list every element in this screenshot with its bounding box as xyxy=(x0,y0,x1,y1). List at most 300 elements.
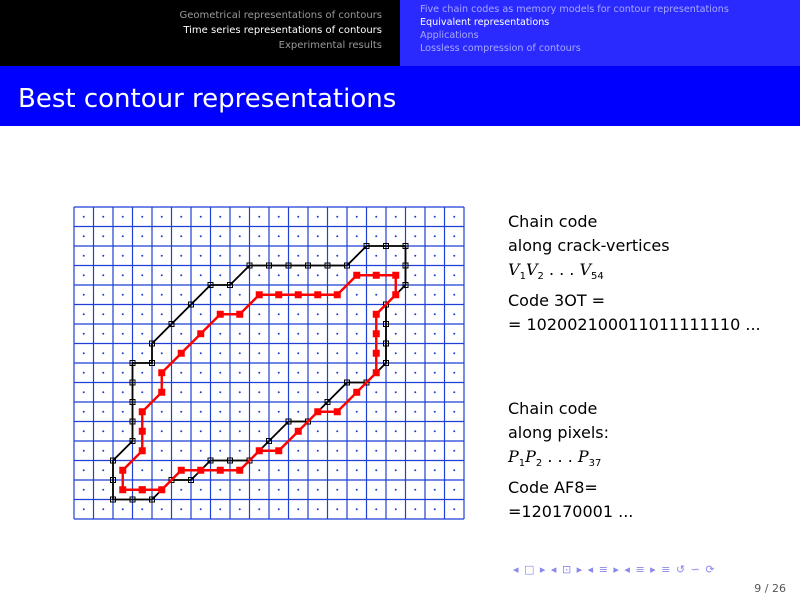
pixel-dot xyxy=(83,352,85,354)
pixel-dot xyxy=(317,352,319,354)
pixel-code-value: =120170001 ... xyxy=(508,502,634,522)
pixel-dot xyxy=(317,216,319,218)
crack-code-value: = 102002100011011111110 ... xyxy=(508,315,761,335)
pixel-dot xyxy=(375,508,377,510)
pixel-dot xyxy=(395,235,397,237)
pixel-dot xyxy=(102,313,104,315)
pixel-dot xyxy=(219,294,221,296)
pixel-dot xyxy=(395,508,397,510)
pixel-dot xyxy=(317,489,319,491)
pixel-dot xyxy=(317,313,319,315)
pixel-dot xyxy=(336,489,338,491)
pixel-dot xyxy=(161,274,163,276)
pixel-dot xyxy=(297,333,299,335)
pixel-dot xyxy=(356,313,358,315)
pixel-dot xyxy=(219,255,221,257)
pixel-dot xyxy=(239,430,241,432)
nav-subsection-equivalent[interactable]: Equivalent representations xyxy=(420,17,550,28)
pixel-dot xyxy=(278,391,280,393)
pixel-dot xyxy=(141,469,143,471)
pixel-dot xyxy=(278,372,280,374)
pixel-dot xyxy=(278,235,280,237)
pixel-dot xyxy=(356,372,358,374)
pixel-dot xyxy=(395,430,397,432)
pixel-dot xyxy=(102,216,104,218)
pixel-dot xyxy=(200,352,202,354)
pixel-dot xyxy=(278,352,280,354)
pixel-contour-marker xyxy=(119,467,126,474)
pixel-dot xyxy=(395,411,397,413)
pixel-dot xyxy=(141,313,143,315)
pixel-dot xyxy=(122,508,124,510)
pixel-dot xyxy=(258,489,260,491)
pixel-dot xyxy=(180,216,182,218)
pixel-dot xyxy=(434,333,436,335)
pixel-dot xyxy=(161,216,163,218)
pixel-dot xyxy=(83,333,85,335)
pixel-dot xyxy=(200,391,202,393)
pixel-dot xyxy=(317,391,319,393)
pixel-dot xyxy=(102,391,104,393)
pixel-dot xyxy=(453,255,455,257)
pixel-contour-marker xyxy=(178,467,185,474)
pixel-contour-marker xyxy=(373,311,380,318)
pixel-contour-marker xyxy=(295,428,302,435)
pixel-dot xyxy=(219,352,221,354)
page-number: 9 / 26 xyxy=(754,582,786,595)
pixel-dot xyxy=(434,313,436,315)
pixel-dot xyxy=(336,430,338,432)
pixel-contour-marker xyxy=(275,447,282,454)
nav-section-geometrical[interactable]: Geometrical representations of contours xyxy=(179,10,382,21)
pixel-dot xyxy=(83,313,85,315)
pixel-dot xyxy=(239,411,241,413)
pixel-dot xyxy=(102,450,104,452)
pixel-dot xyxy=(219,235,221,237)
nav-section-experimental[interactable]: Experimental results xyxy=(278,40,382,51)
pixel-dot xyxy=(375,411,377,413)
pixel-dot xyxy=(395,450,397,452)
pixel-dot xyxy=(453,274,455,276)
pixel-dot xyxy=(200,216,202,218)
pixel-dot xyxy=(336,469,338,471)
pixel-dot xyxy=(297,352,299,354)
pixel-dot xyxy=(375,430,377,432)
pixel-dot xyxy=(278,333,280,335)
pixel-dot xyxy=(141,352,143,354)
pixel-dot xyxy=(453,391,455,393)
pixel-dot xyxy=(161,508,163,510)
pixel-dot xyxy=(414,411,416,413)
pixel-contour-marker xyxy=(353,389,360,396)
pixel-dot xyxy=(180,372,182,374)
pixel-dot xyxy=(278,216,280,218)
pixel-contour-marker xyxy=(217,311,224,318)
pixel-dot xyxy=(200,235,202,237)
pixel-dot xyxy=(258,469,260,471)
pixel-dot xyxy=(317,333,319,335)
pixel-dot xyxy=(375,216,377,218)
pixel-code-block xyxy=(508,397,633,524)
frame-title: Best contour representations xyxy=(18,84,397,114)
pixel-dot xyxy=(161,430,163,432)
pixel-contour-marker xyxy=(392,291,399,298)
pixel-dot xyxy=(317,469,319,471)
pixel-dot xyxy=(239,508,241,510)
pixel-contour-marker xyxy=(373,330,380,337)
pixel-dot xyxy=(219,216,221,218)
pixel-dot xyxy=(258,333,260,335)
pixel-dot xyxy=(434,372,436,374)
pixel-dot xyxy=(102,352,104,354)
pixel-dot xyxy=(453,489,455,491)
pixel-line-2: along pixels: xyxy=(508,423,610,442)
pixel-dot xyxy=(336,274,338,276)
crack-vertex-sequence: $V_1V_2$ . . . $V_{54}$ xyxy=(508,260,604,283)
pixel-contour-marker xyxy=(158,389,165,396)
pixel-dot xyxy=(434,274,436,276)
pixel-dot xyxy=(453,469,455,471)
pixel-dot xyxy=(83,274,85,276)
crack-code-label: Code 3OT = xyxy=(508,291,606,311)
pixel-dot xyxy=(434,235,436,237)
pixel-dot xyxy=(336,235,338,237)
pixel-dot xyxy=(141,372,143,374)
pixel-contour-marker xyxy=(139,447,146,454)
pixel-dot xyxy=(414,372,416,374)
pixel-dot xyxy=(141,274,143,276)
pixel-dot xyxy=(180,489,182,491)
pixel-dot xyxy=(83,372,85,374)
pixel-dot xyxy=(414,391,416,393)
pixel-contour-marker xyxy=(334,291,341,298)
pixel-dot xyxy=(414,313,416,315)
pixel-dot xyxy=(83,235,85,237)
pixel-dot xyxy=(297,391,299,393)
pixel-dot xyxy=(356,430,358,432)
pixel-dot xyxy=(434,469,436,471)
pixel-dot xyxy=(200,430,202,432)
pixel-contour-marker xyxy=(314,408,321,415)
pixel-dot xyxy=(200,489,202,491)
pixel-dot xyxy=(453,333,455,335)
pixel-dot xyxy=(395,469,397,471)
pixel-dot xyxy=(414,450,416,452)
pixel-dot xyxy=(336,313,338,315)
pixel-dot xyxy=(180,450,182,452)
pixel-dot xyxy=(83,391,85,393)
crack-line-1: Chain code xyxy=(508,212,598,231)
pixel-dot xyxy=(219,489,221,491)
nav-subsection-compression[interactable]: Lossless compression of contours xyxy=(420,43,581,54)
pixel-contour-marker xyxy=(139,486,146,493)
pixel-dot xyxy=(395,391,397,393)
pixel-dot xyxy=(219,411,221,413)
pixel-dot xyxy=(258,372,260,374)
pixel-dot xyxy=(356,352,358,354)
pixel-dot xyxy=(453,294,455,296)
pixel-dot xyxy=(141,294,143,296)
pixel-dot xyxy=(219,508,221,510)
pixel-dot xyxy=(317,235,319,237)
pixel-dot xyxy=(180,255,182,257)
pixel-dot xyxy=(258,216,260,218)
pixel-dot xyxy=(161,255,163,257)
pixel-dot xyxy=(414,274,416,276)
pixel-dot xyxy=(122,216,124,218)
pixel-dot xyxy=(102,489,104,491)
pixel-contour-marker xyxy=(236,467,243,474)
pixel-dot xyxy=(336,255,338,257)
pixel-dot xyxy=(258,255,260,257)
pixel-dot xyxy=(356,450,358,452)
pixel-dot xyxy=(414,333,416,335)
pixel-dot xyxy=(258,411,260,413)
pixel-dot xyxy=(141,508,143,510)
pixel-dot xyxy=(219,372,221,374)
pixel-dot xyxy=(200,372,202,374)
pixel-contour-marker xyxy=(139,408,146,415)
nav-subsection-applications[interactable]: Applications xyxy=(420,30,479,41)
pixel-dot xyxy=(83,216,85,218)
pixel-contour-marker xyxy=(217,467,224,474)
pixel-dot xyxy=(375,255,377,257)
pixel-dot xyxy=(219,274,221,276)
pixel-line-1: Chain code xyxy=(508,399,598,418)
pixel-dot xyxy=(83,469,85,471)
pixel-dot xyxy=(434,352,436,354)
pixel-dot xyxy=(102,255,104,257)
pixel-dot xyxy=(336,352,338,354)
pixel-dot xyxy=(356,411,358,413)
pixel-dot xyxy=(161,411,163,413)
pixel-dot xyxy=(161,352,163,354)
pixel-dot xyxy=(200,450,202,452)
pixel-dot xyxy=(434,216,436,218)
pixel-dot xyxy=(297,255,299,257)
pixel-contour-marker xyxy=(256,291,263,298)
pixel-dot xyxy=(317,430,319,432)
pixel-dot xyxy=(278,489,280,491)
pixel-contour-marker xyxy=(158,369,165,376)
pixel-dot xyxy=(395,313,397,315)
pixel-dot xyxy=(336,508,338,510)
pixel-dot xyxy=(239,372,241,374)
pixel-dot xyxy=(102,274,104,276)
pixel-contour-marker xyxy=(197,330,204,337)
pixel-dot xyxy=(317,450,319,452)
pixel-dot xyxy=(453,430,455,432)
pixel-dot xyxy=(200,255,202,257)
pixel-dot xyxy=(83,255,85,257)
pixel-dot xyxy=(434,450,436,452)
pixel-code-label: Code AF8= xyxy=(508,478,598,498)
pixel-dot xyxy=(356,469,358,471)
pixel-dot xyxy=(434,508,436,510)
pixel-dot xyxy=(297,372,299,374)
pixel-contour-marker xyxy=(256,447,263,454)
header-sections-panel xyxy=(0,0,400,66)
pixel-dot xyxy=(258,508,260,510)
pixel-dot xyxy=(453,352,455,354)
nav-subsection-five-chain-codes[interactable]: Five chain codes as memory models for contour representations xyxy=(420,4,729,15)
pixel-dot xyxy=(141,333,143,335)
pixel-dot xyxy=(180,235,182,237)
pixel-dot xyxy=(239,235,241,237)
pixel-dot xyxy=(83,430,85,432)
pixel-dot xyxy=(278,411,280,413)
pixel-dot xyxy=(258,235,260,237)
pixel-dot xyxy=(83,411,85,413)
pixel-dot xyxy=(141,235,143,237)
pixel-dot xyxy=(414,235,416,237)
crack-vertex-code-block xyxy=(508,210,761,337)
pixel-contour-marker xyxy=(334,408,341,415)
pixel-contour-marker xyxy=(275,291,282,298)
pixel-dot xyxy=(239,294,241,296)
pixel-dot xyxy=(317,372,319,374)
pixel-dot xyxy=(180,411,182,413)
pixel-dot xyxy=(161,469,163,471)
pixel-dot xyxy=(83,294,85,296)
pixel-dot xyxy=(122,274,124,276)
pixel-dot xyxy=(122,411,124,413)
pixel-dot xyxy=(161,235,163,237)
pixel-dot xyxy=(453,411,455,413)
pixel-dot xyxy=(395,352,397,354)
pixel-dot xyxy=(434,430,436,432)
pixel-dot xyxy=(414,352,416,354)
pixel-dot xyxy=(102,333,104,335)
pixel-dot xyxy=(83,450,85,452)
pixel-dot xyxy=(141,391,143,393)
pixel-dot xyxy=(102,430,104,432)
pixel-dot xyxy=(122,352,124,354)
pixel-sequence: $P_1P_2$ . . . $P_{37}$ xyxy=(508,447,602,470)
pixel-dot xyxy=(180,294,182,296)
pixel-dot xyxy=(453,508,455,510)
pixel-contour-marker xyxy=(197,467,204,474)
pixel-dot xyxy=(200,411,202,413)
pixel-dot xyxy=(258,274,260,276)
pixel-dot xyxy=(336,216,338,218)
beamer-navigation-icons[interactable]: ◂ □ ▸ ◂ ⊡ ▸ ◂ ≡ ▸ ◂ ≡ ▸ ≡ ↺ ∽ ⟳ xyxy=(513,563,716,576)
pixel-dot xyxy=(336,372,338,374)
pixel-dot xyxy=(122,430,124,432)
pixel-dot xyxy=(434,294,436,296)
pixel-contour-marker xyxy=(392,272,399,279)
pixel-contour-marker xyxy=(295,291,302,298)
pixel-dot xyxy=(395,333,397,335)
pixel-contour-marker xyxy=(236,311,243,318)
pixel-dot xyxy=(239,489,241,491)
pixel-dot xyxy=(102,235,104,237)
pixel-dot xyxy=(414,255,416,257)
pixel-contour-marker xyxy=(373,272,380,279)
pixel-dot xyxy=(356,235,358,237)
pixel-dot xyxy=(219,450,221,452)
pixel-dot xyxy=(395,255,397,257)
pixel-dot xyxy=(278,274,280,276)
pixel-dot xyxy=(239,352,241,354)
pixel-contour-marker xyxy=(314,291,321,298)
pixel-dot xyxy=(453,235,455,237)
pixel-dot xyxy=(278,255,280,257)
pixel-dot xyxy=(122,391,124,393)
pixel-dot xyxy=(317,274,319,276)
pixel-dot xyxy=(375,235,377,237)
pixel-dot xyxy=(336,333,338,335)
pixel-dot xyxy=(356,508,358,510)
pixel-contour-marker xyxy=(178,350,185,357)
pixel-dot xyxy=(414,508,416,510)
pixel-dot xyxy=(122,372,124,374)
pixel-dot xyxy=(219,333,221,335)
pixel-dot xyxy=(278,469,280,471)
pixel-dot xyxy=(161,450,163,452)
pixel-dot xyxy=(239,255,241,257)
pixel-dot xyxy=(297,469,299,471)
pixel-dot xyxy=(356,294,358,296)
pixel-dot xyxy=(83,508,85,510)
pixel-dot xyxy=(356,489,358,491)
pixel-dot xyxy=(453,372,455,374)
pixel-dot xyxy=(453,216,455,218)
pixel-contour-marker xyxy=(119,486,126,493)
pixel-dot xyxy=(434,411,436,413)
pixel-dot xyxy=(200,274,202,276)
pixel-dot xyxy=(336,450,338,452)
pixel-dot xyxy=(297,508,299,510)
pixel-dot xyxy=(375,469,377,471)
pixel-dot xyxy=(453,450,455,452)
pixel-contour-marker xyxy=(158,486,165,493)
pixel-contour-marker xyxy=(373,350,380,357)
pixel-dot xyxy=(180,333,182,335)
pixel-dot xyxy=(414,430,416,432)
pixel-dot xyxy=(434,489,436,491)
pixel-dot xyxy=(161,313,163,315)
pixel-dot xyxy=(453,313,455,315)
pixel-dot xyxy=(414,469,416,471)
pixel-dot xyxy=(356,216,358,218)
pixel-dot xyxy=(141,216,143,218)
pixel-dot xyxy=(239,216,241,218)
pixel-contour-marker xyxy=(139,428,146,435)
pixel-dot xyxy=(414,216,416,218)
pixel-dot xyxy=(122,333,124,335)
pixel-dot xyxy=(414,294,416,296)
pixel-dot xyxy=(102,294,104,296)
pixel-dot xyxy=(219,430,221,432)
pixel-dot xyxy=(102,372,104,374)
pixel-dot xyxy=(395,489,397,491)
pixel-dot xyxy=(200,508,202,510)
pixel-dot xyxy=(141,255,143,257)
pixel-dot xyxy=(102,469,104,471)
pixel-dot xyxy=(317,255,319,257)
pixel-dot xyxy=(375,391,377,393)
pixel-dot xyxy=(297,235,299,237)
pixel-dot xyxy=(356,333,358,335)
pixel-dot xyxy=(239,450,241,452)
pixel-dot xyxy=(239,391,241,393)
pixel-dot xyxy=(102,508,104,510)
pixel-dot xyxy=(297,313,299,315)
pixel-dot xyxy=(395,372,397,374)
nav-section-time-series[interactable]: Time series representations of contours xyxy=(183,25,382,36)
pixel-dot xyxy=(297,216,299,218)
